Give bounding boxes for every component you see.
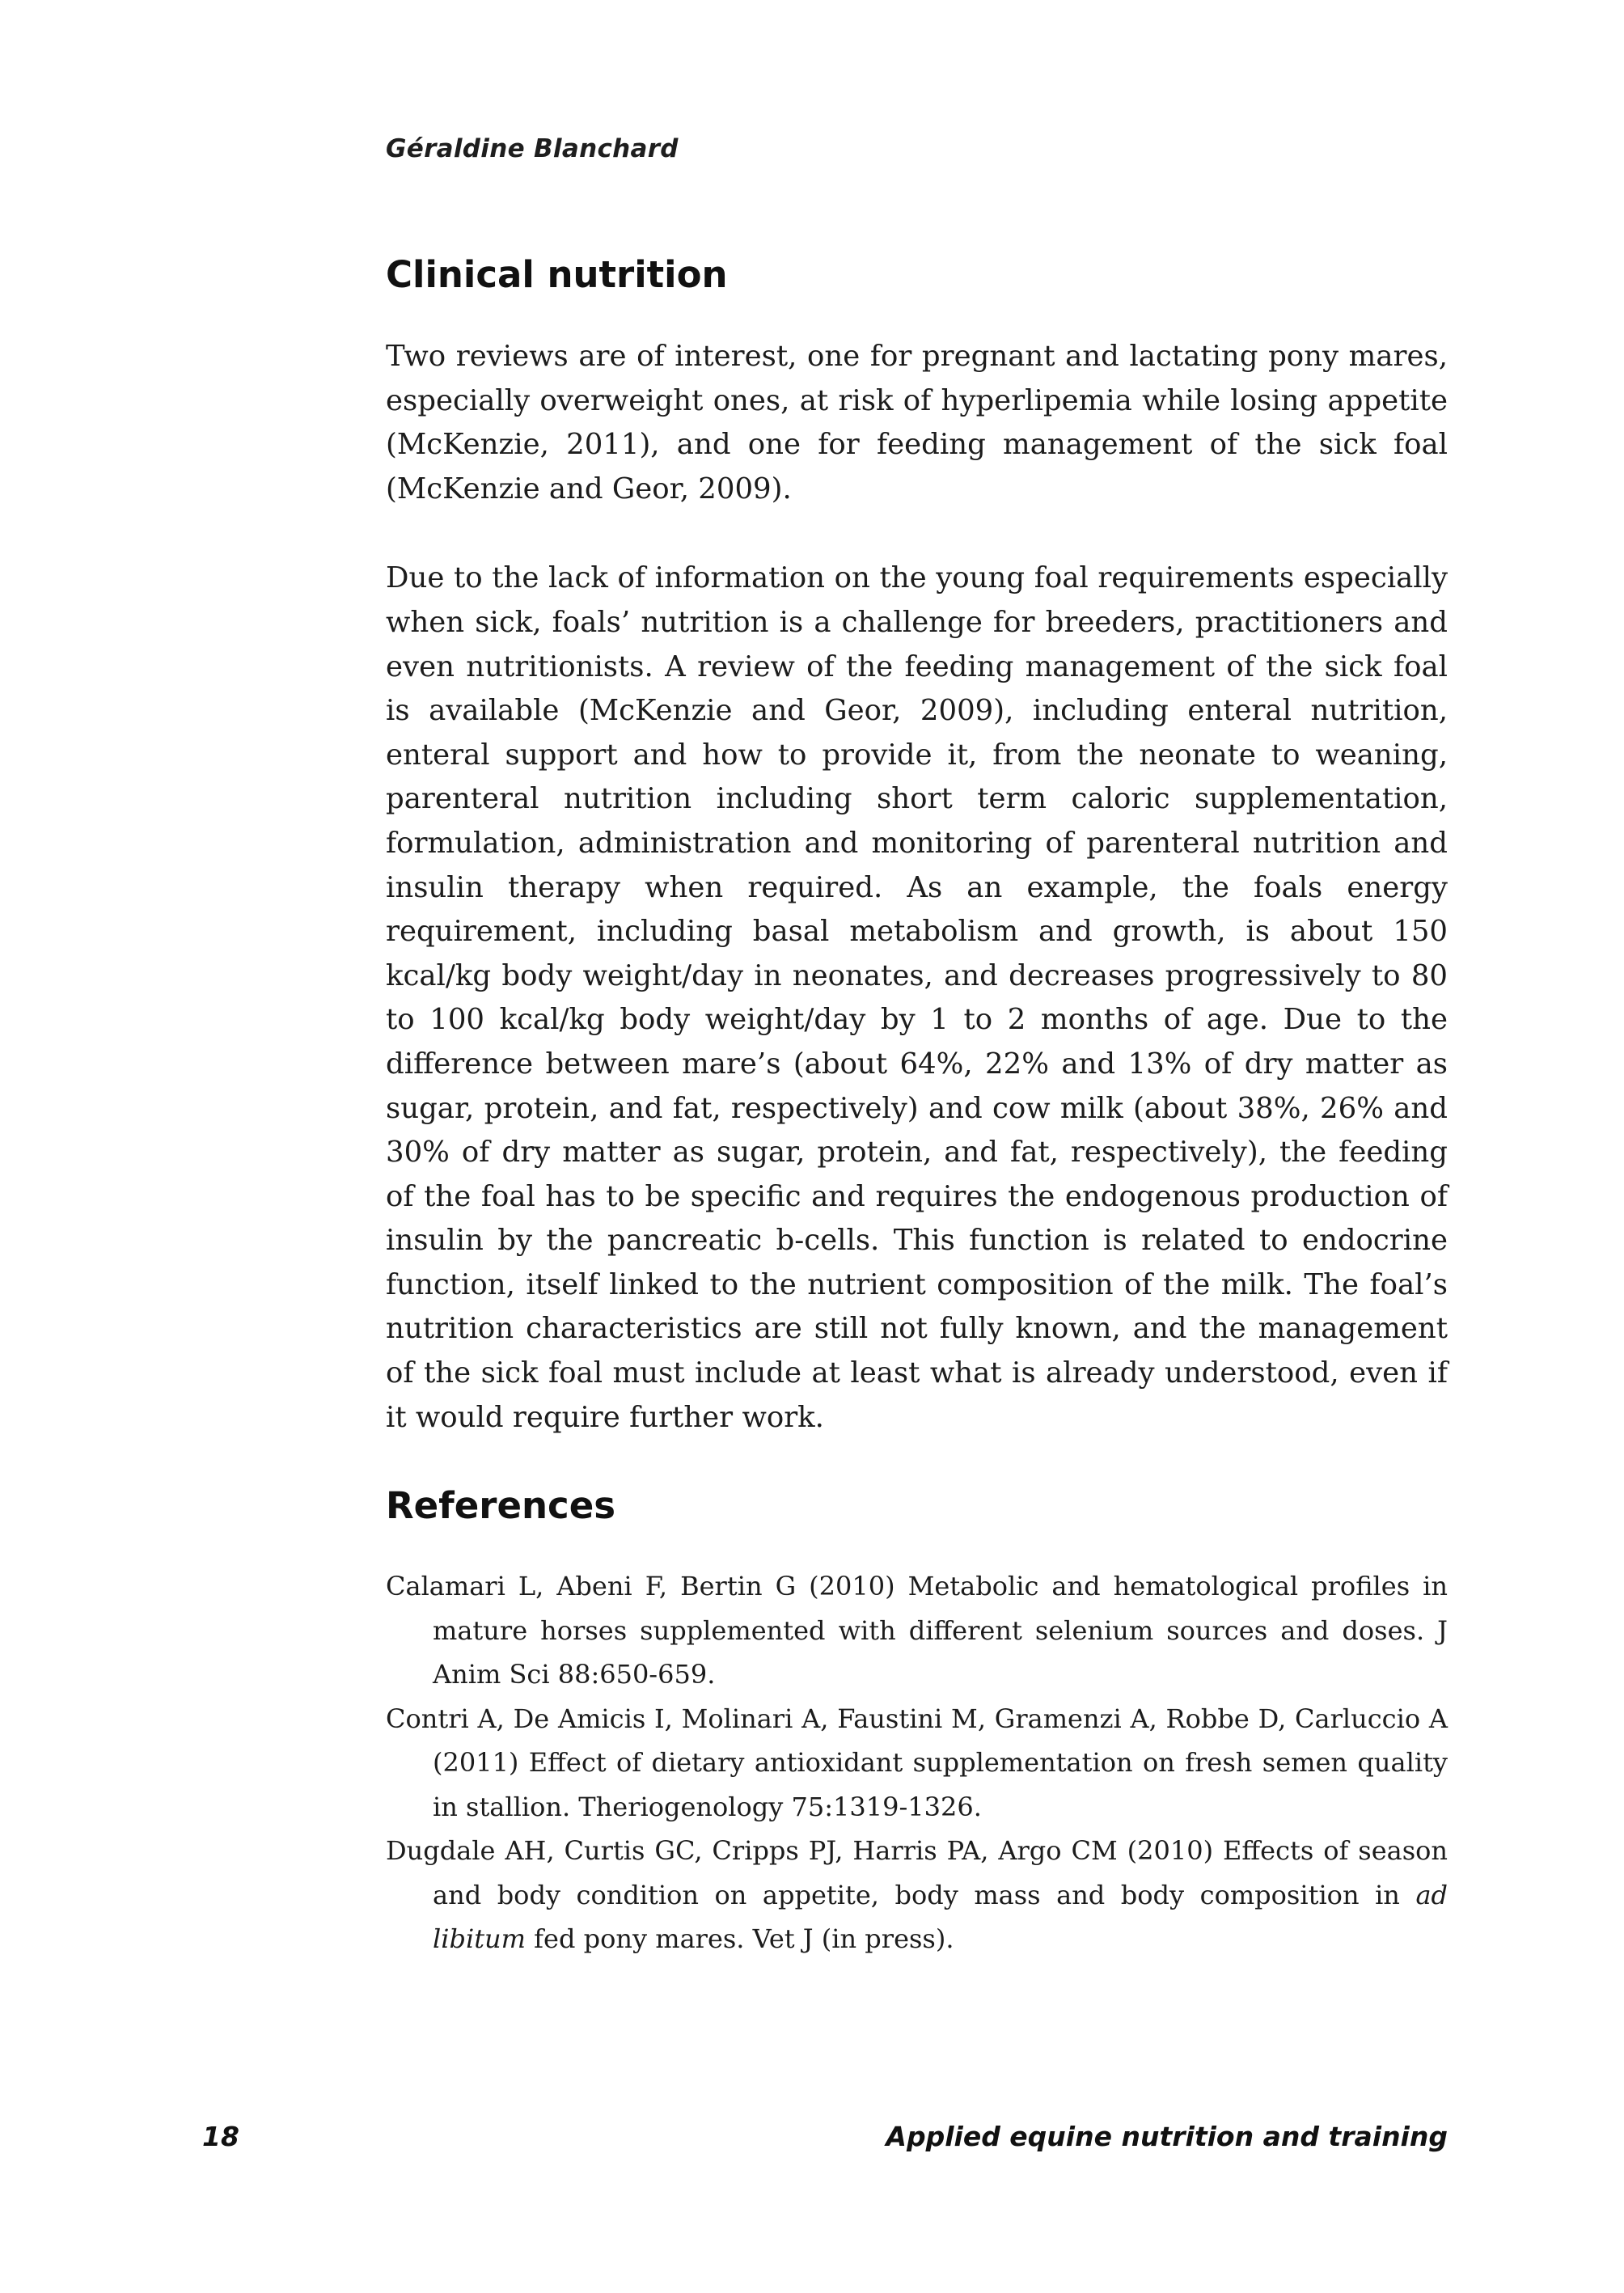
reference-list — [386, 1564, 1448, 1961]
running-head-author: Géraldine Blanchard — [386, 134, 679, 163]
reference-item: Calamari L, Abeni F, Bertin G (2010) Metabolic and hematological profiles in mature horses supplemented with different selenium sources and doses. J Anim Sci 88:650-659. — [386, 1571, 1448, 1690]
running-foot-book-title: Applied equine nutrition and training — [886, 2121, 1448, 2152]
section-heading-clinical-nutrition: Clinical nutrition — [386, 253, 728, 296]
reference-item — [386, 1829, 1448, 1961]
paragraph-reviews: Two reviews are of interest, one for pregnant and lactating pony mares, especially overweight ones, at risk of hyperlipemia while losing appetite (McKenzie, 2011), and one for feeding management of the sick foal (McKenzie and Geor, 2009). — [386, 340, 1448, 506]
reference-text: Dugdale AH, Curtis GC, Cripps PJ, Harris PA, Argo CM (2010) Effects of season and body condition on appetite, body mass and body composition in — [386, 1835, 1448, 1910]
section-heading-references: References — [386, 1484, 615, 1528]
page-number: 18 — [202, 2121, 239, 2152]
reference-item: Contri A, De Amicis I, Molinari A, Faustini M, Gramenzi A, Robbe D, Carluccio A (2011) Effect of dietary antioxidant supplementation on fresh semen quality in stallion. Theriogenology 75:1319-1326. — [386, 1703, 1448, 1822]
page-content — [386, 251, 1448, 1961]
reference-text: fed pony mares. Vet J (in press). — [526, 1923, 954, 1955]
paragraph-foal-nutrition: Due to the lack of information on the young foal requirements especially when sick, foals’ nutrition is a challenge for breeders, practitioners and even nutritionists. A review of the feeding management of the sick foal is available (McKenzie and Geor, 2009), including enteral nutrition, enteral support and how to provide it, from the neonate to weaning, parenteral nutrition including short term caloric supplementation, formulation, administration and monitoring of parenteral nutrition and insulin therapy when required. As an example, the foals energy requirement, including basal metabolism and growth, is about 150 kcal/kg body weight/day in neonates, and decreases progressively to 80 to 100 kcal/kg body weight/day by 1 to 2 months of age. Due to the difference between mare’s (about 64%, 22% and 13% of dry matter as sugar, protein, and fat, respectively) and cow milk (about 38%, 26% and 30% of dry matter as sugar, protein, and fat, respectively), the feeding of the foal has to be specific and requires the endogenous production of insulin by the pancreatic b-cells. This function is related to endocrine function, itself linked to the nutrient composition of the milk. The foal’s nutrition characteristics are still not fully known, and the management of the sick foal must include at least what is already understood, even if it would require further work. — [386, 561, 1448, 1434]
reference-italic-term: ad libitum — [433, 1879, 1448, 1955]
